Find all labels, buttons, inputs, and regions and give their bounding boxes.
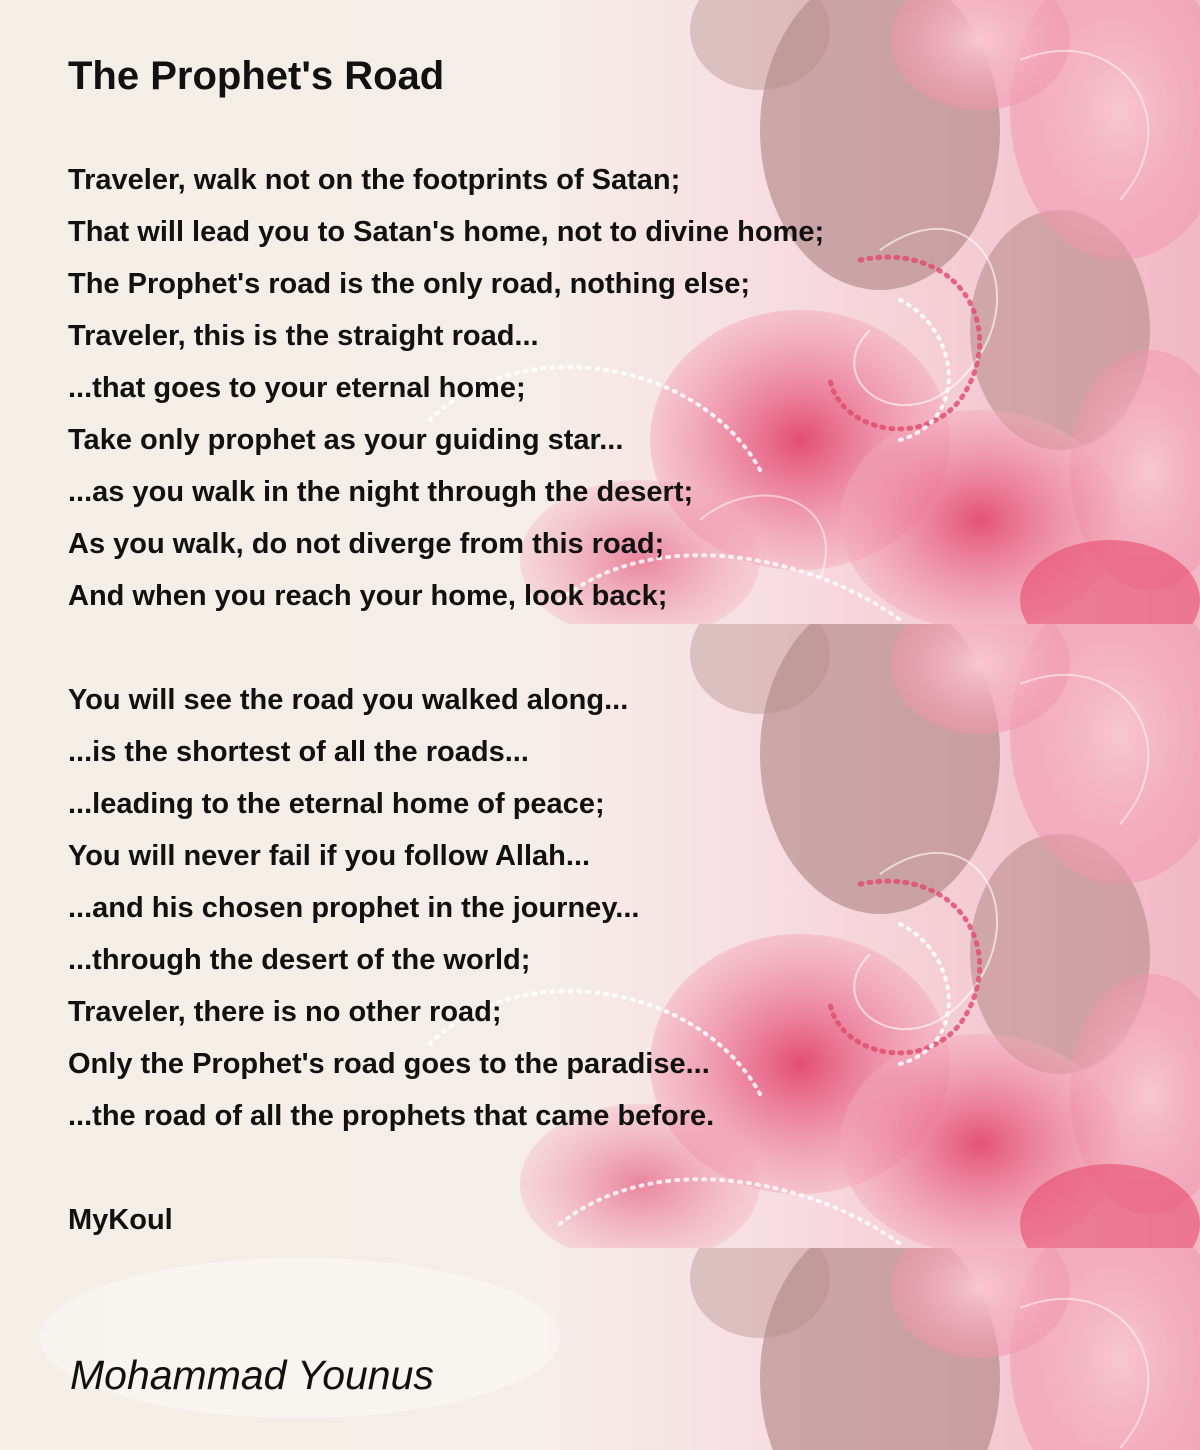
poem-line: ...and his chosen prophet in the journey... [68,892,640,924]
stanza-gap [68,622,968,674]
poem-body [68,154,968,1246]
poem-title: The Prophet's Road [68,54,445,98]
poem-line: The Prophet's road is the only road, nothing else; [68,268,751,300]
author-name: Mohammad Younus [70,1352,434,1398]
stanza-2 [68,674,968,1142]
poem-signature: MyKoul [68,1204,173,1236]
poem-line: Take only prophet as your guiding star... [68,424,624,456]
stanza-gap [68,1142,968,1194]
stanza-1 [68,154,968,622]
poem-line: Only the Prophet's road goes to the paradise... [68,1048,710,1080]
poem-line: You will never fail if you follow Allah... [68,840,591,872]
poem-line: You will see the road you walked along... [68,684,629,716]
poem-line: ...through the desert of the world; [68,944,531,976]
poem-line: Traveler, there is no other road; [68,996,502,1028]
poem-line: As you walk, do not diverge from this road; [68,528,665,560]
poem-line: ...is the shortest of all the roads... [68,736,529,768]
poem-line: ...as you walk in the night through the desert; [68,476,694,508]
poem-line: ...the road of all the prophets that came before. [68,1100,715,1132]
poem-line: That will lead you to Satan's home, not to divine home; [68,216,825,248]
poem-line: Traveler, this is the straight road... [68,320,539,352]
poem-line: And when you reach your home, look back; [68,580,668,612]
poem-line: ...leading to the eternal home of peace; [68,788,605,820]
poem-line: ...that goes to your eternal home; [68,372,526,404]
poem-line: Traveler, walk not on the footprints of Satan; [68,164,681,196]
